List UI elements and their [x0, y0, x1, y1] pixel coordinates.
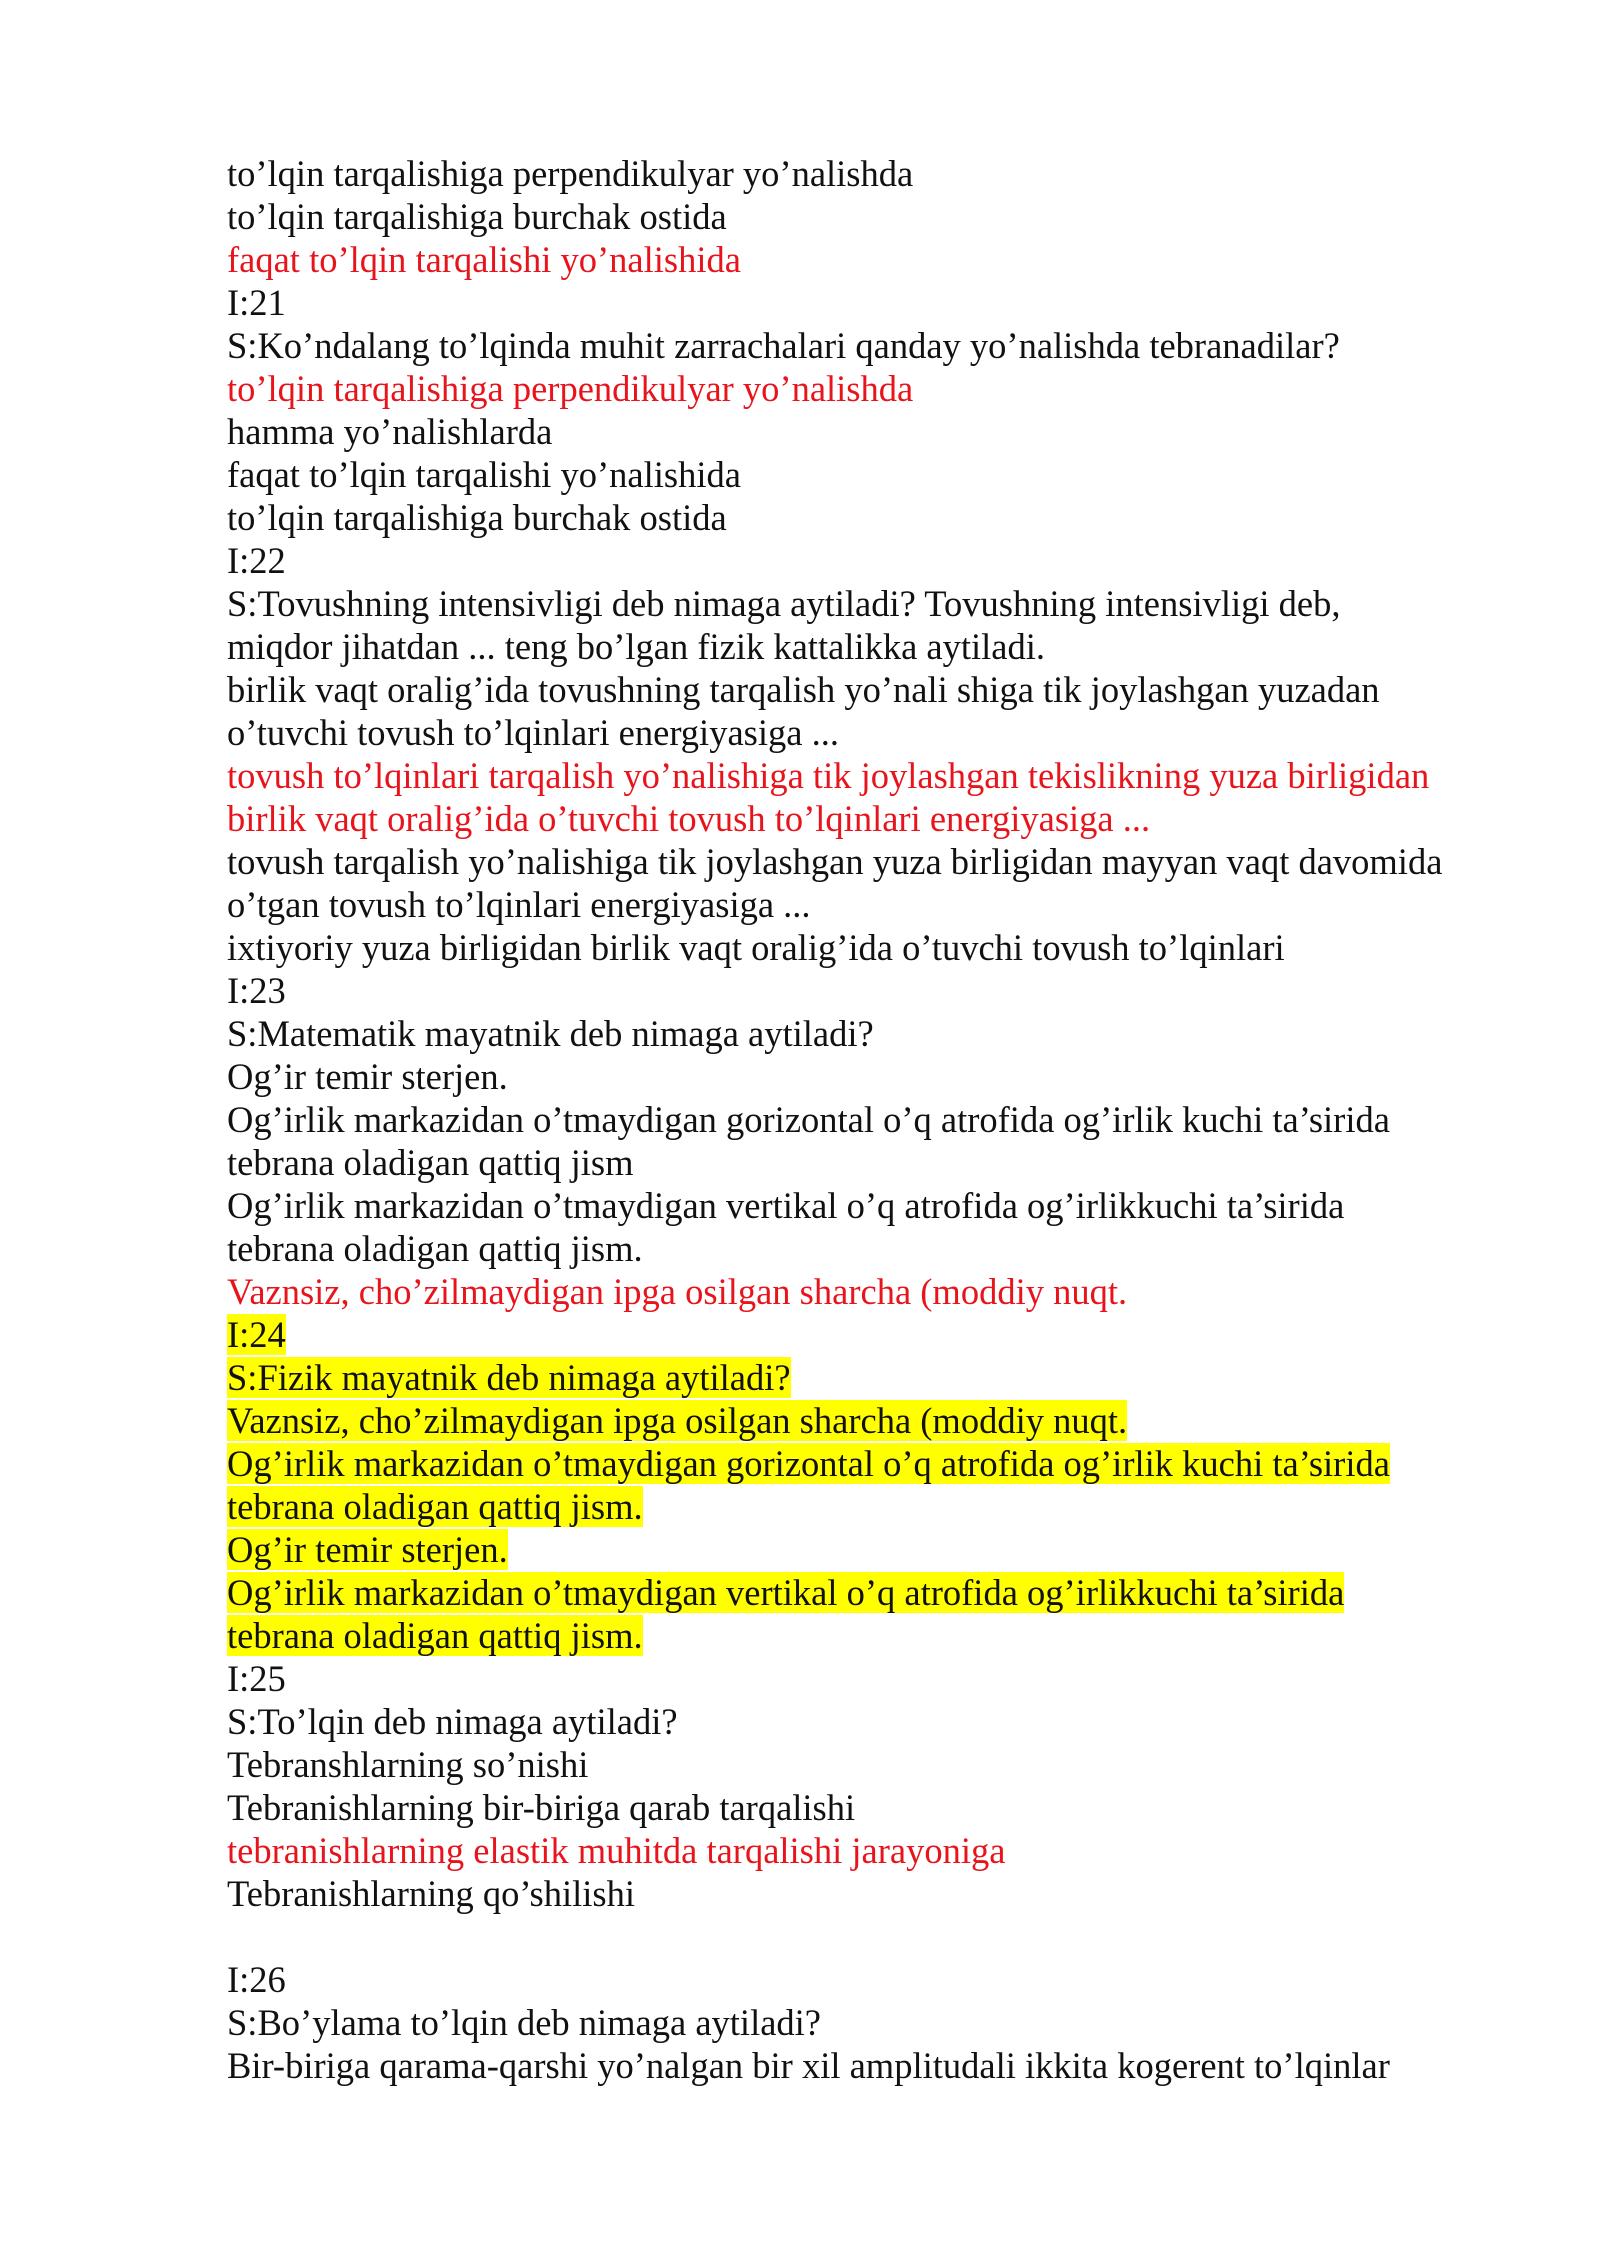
answer-option: to’lqin tarqalishiga burchak ostida — [227, 196, 727, 237]
question-text: S:Ko’ndalang to’lqinda muhit zarrachalari qanday yo’nalishda tebranadilar? — [227, 325, 1340, 366]
answer-option: Og’ir temir sterjen. — [227, 1056, 508, 1097]
highlight-text: Vaznsiz, cho’zilmaydigan ipga osilgan sharcha (moddiy nuqt. — [227, 1400, 1128, 1441]
answer-option: Og’irlik markazidan o’tmaydigan gorizontal o’q atrofida og’irlik kuchi ta’sirida — [227, 1099, 1390, 1140]
answer-option: ixtiyoriy yuza birligidan birlik vaqt oralig’ida o’tuvchi tovush to’lqinlari — [227, 927, 1285, 968]
answer-option: faqat to’lqin tarqalishi yo’nalishida — [227, 454, 741, 495]
highlight-text: Og’ir temir sterjen. — [227, 1529, 508, 1570]
question-id: I:21 — [227, 282, 286, 323]
correct-answer-option: birlik vaqt oralig’ida o’tuvchi tovush to’lqinlari energiyasiga ... — [227, 798, 1151, 839]
question-id: I:25 — [227, 1658, 286, 1699]
answer-option: Tebranshlarning so’nishi — [227, 1744, 589, 1785]
question-text: miqdor jihatdan ... teng bo’lgan fizik kattalikka aytiladi. — [227, 626, 1045, 667]
highlight-text: Og’irlik markazidan o’tmaydigan gorizontal o’q atrofida og’irlik kuchi ta’sirida — [227, 1443, 1390, 1484]
highlight-text: S:Fizik mayatnik deb nimaga aytiladi? — [227, 1357, 791, 1398]
answer-option: Bir-biriga qarama-qarshi yo’nalgan bir xil amplitudali ikkita kogerent to’lqinlar — [227, 2045, 1390, 2086]
highlighted-answer-option — [227, 1442, 1527, 1485]
question-text: S:Tovushning intensivligi deb nimaga aytiladi? Tovushning intensivligi deb, — [227, 583, 1341, 624]
highlighted-answer-option — [227, 1614, 1527, 1657]
highlight-text: tebrana oladigan qattiq jism. — [227, 1486, 643, 1527]
answer-option: hamma yo’nalishlarda — [227, 411, 553, 452]
correct-answer-option: Vaznsiz, cho’zilmaydigan ipga osilgan sharcha (moddiy nuqt. — [227, 1271, 1128, 1312]
answer-option: to’lqin tarqalishiga burchak ostida — [227, 497, 727, 538]
highlighted-question-id — [227, 1313, 1527, 1356]
answer-option: tovush tarqalish yo’nalishiga tik joylashgan yuza birligidan mayyan vaqt davomida — [227, 841, 1443, 882]
answer-option: tebrana oladigan qattiq jism. — [227, 1228, 643, 1269]
correct-answer-option: tebranishlarning elastik muhitda tarqalishi jarayoniga — [227, 1830, 1006, 1871]
highlighted-answer-option — [227, 1571, 1527, 1614]
question-text: S:To’lqin deb nimaga aytiladi? — [227, 1701, 678, 1742]
highlighted-answer-option — [227, 1485, 1527, 1528]
answer-option: to’lqin tarqalishiga perpendikulyar yo’nalishda — [227, 153, 914, 194]
question-text: S:Bo’ylama to’lqin deb nimaga aytiladi? — [227, 2002, 821, 2043]
highlight-text: tebrana oladigan qattiq jism. — [227, 1615, 643, 1656]
highlight-text: I:24 — [227, 1314, 286, 1355]
question-text: S:Matematik mayatnik deb nimaga aytiladi? — [227, 1013, 874, 1054]
question-id: I:26 — [227, 1959, 286, 2000]
highlight-text: Og’irlik markazidan o’tmaydigan vertikal o’q atrofida og’irlikkuchi ta’sirida — [227, 1572, 1345, 1613]
answer-option: Tebranishlarning qo’shilishi — [227, 1873, 636, 1914]
highlighted-question-text — [227, 1356, 1527, 1399]
correct-answer-option: tovush to’lqinlari tarqalish yo’nalishiga tik joylashgan tekislikning yuza birligidan — [227, 755, 1430, 796]
question-id: I:22 — [227, 540, 286, 581]
question-id: I:23 — [227, 970, 286, 1011]
correct-answer-option: to’lqin tarqalishiga perpendikulyar yo’nalishda — [227, 368, 914, 409]
answer-option: o’tgan tovush to’lqinlari energiyasiga ... — [227, 884, 811, 925]
correct-answer-option: faqat to’lqin tarqalishi yo’nalishida — [227, 239, 741, 280]
answer-option: o’tuvchi tovush to’lqinlari energiyasiga ... — [227, 712, 839, 753]
answer-option: tebrana oladigan qattiq jism — [227, 1142, 634, 1183]
answer-option: Tebranishlarning bir-biriga qarab tarqalishi — [227, 1787, 856, 1828]
highlighted-answer-option — [227, 1528, 1527, 1571]
highlighted-answer-option — [227, 1399, 1527, 1442]
blank-line — [227, 1915, 1527, 1958]
answer-option: birlik vaqt oralig’ida tovushning tarqalish yo’nali shiga tik joylashgan yuzadan — [227, 669, 1380, 710]
document-page — [227, 152, 1527, 2087]
answer-option: Og’irlik markazidan o’tmaydigan vertikal o’q atrofida og’irlikkuchi ta’sirida — [227, 1185, 1345, 1226]
